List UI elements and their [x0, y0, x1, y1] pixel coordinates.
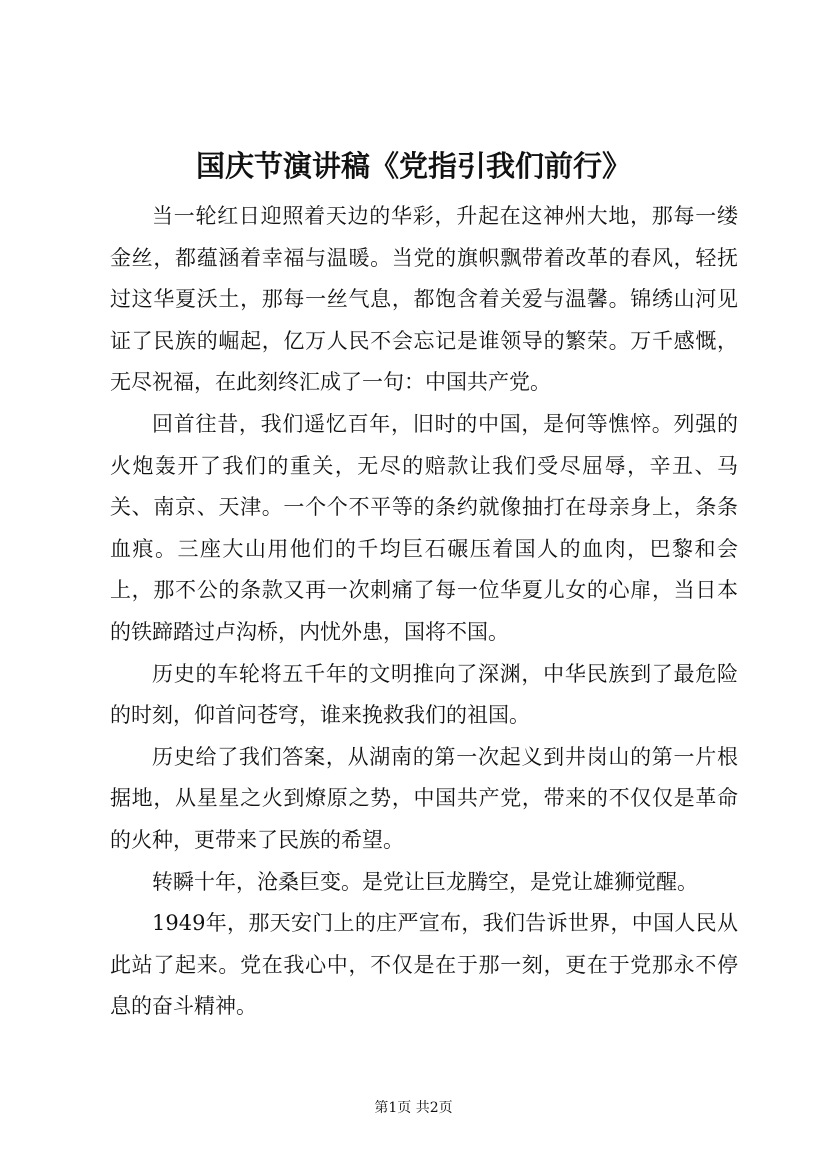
- paragraph: 转瞬十年，沧桑巨变。是党让巨龙腾空，是党让雄狮觉醒。: [152, 869, 698, 894]
- paragraph: 历史给了我们答案，从湖南的第一次起义到井岗山的第一片根据地，从星星之火到燎原之势，中国共产党，带来的不仅仅是革命的火种，更带来了民族的希望。: [110, 744, 738, 852]
- paragraph: 当一轮红日迎照着天边的华彩，升起在这神州大地，那每一缕金丝，都蕴涵着幸福与温暖。当党的旗帜飘带着改革的春风，轻抚过这华夏沃土，那每一丝气息，都饱含着关爱与温馨。锦绣山河见证了民族的崛起，亿万人民不会忘记是谁领导的繁荣。万千感慨，无尽祝福，在此刻终汇成了一句：中国共产党。: [110, 204, 738, 395]
- paragraph: 历史的车轮将五千年的文明推向了深渊，中华民族到了最危险的时刻，仰首问苍穹，谁来挽救我们的祖国。: [110, 661, 738, 728]
- document-title: 国庆节演讲稿《党指引我们前行》: [195, 149, 631, 183]
- document-body: [110, 196, 738, 1028]
- paragraph: 1949年，那天安门上的庄严宣布，我们告诉世界，中国人民从此站了起来。党在我心中，不仅是在于那一刻，更在于党那永不停息的奋斗精神。: [110, 911, 738, 1019]
- paragraph: 回首往昔，我们遥忆百年，旧时的中国，是何等憔悴。列强的火炮轰开了我们的重关，无尽的赔款让我们受尽屈辱，辛丑、马关、南京、天津。一个个不平等的条约就像抽打在母亲身上，条条血痕。三座大山用他们的千均巨石碾压着国人的血肉，巴黎和会上，那不公的条款又再一次刺痛了每一位华夏儿女的心扉，当日本的铁蹄踏过卢沟桥，内忧外患，国将不国。: [110, 411, 738, 644]
- page-footer: 第1页 共2页: [374, 1100, 453, 1116]
